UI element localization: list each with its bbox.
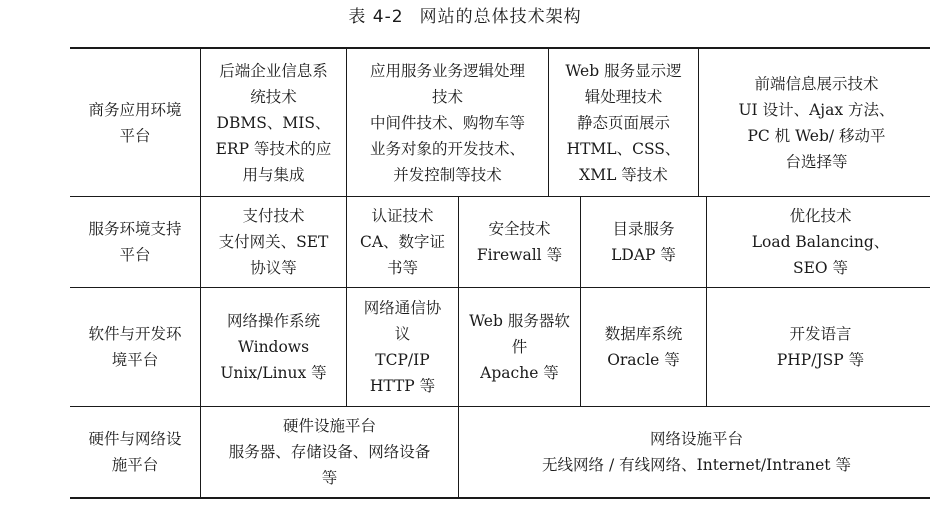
architecture-table (70, 47, 930, 499)
label-line: 软件与开发环 (88, 325, 182, 343)
cell-line: XML 等技术 (579, 165, 668, 184)
table-bottom-rule (70, 497, 930, 499)
cell-line: LDAP 等 (611, 246, 676, 264)
cell-frontend-tech (699, 49, 930, 196)
label-line: 硬件与网络设 (88, 430, 182, 448)
cell-line: 辑处理技术 (584, 87, 663, 106)
cell-backend-tech (201, 49, 346, 196)
cell-line: 网络设施平台 (649, 430, 743, 448)
table-title: 网站的总体技术架构 (419, 7, 582, 27)
table-number: 表 4-2 (348, 7, 404, 27)
cell-line: 件 (511, 338, 528, 356)
label-line: 施平台 (111, 456, 159, 474)
cell-line: 网络操作系统 (226, 312, 320, 330)
cell-optimization-tech (707, 197, 930, 287)
cell-line: 等 (321, 469, 338, 487)
cell-line: Unix/Linux 等 (220, 364, 327, 382)
label-line: 商务应用环境 (88, 100, 182, 119)
cell-line: 开发语言 (789, 325, 852, 343)
cell-line: 用与集成 (242, 165, 305, 184)
cell-line: 认证技术 (371, 207, 434, 225)
cell-line: 台选择等 (785, 152, 848, 171)
row-label-business (70, 49, 200, 196)
cell-line: 数据库系统 (604, 325, 683, 343)
cell-network-platform (459, 407, 930, 497)
cell-line: Apache 等 (480, 364, 559, 382)
cell-payment-tech (201, 197, 346, 287)
cell-line: 后端企业信息系 (219, 61, 328, 80)
cell-line: UI 设计、Ajax 方法、 (738, 100, 895, 119)
cell-security-tech (459, 197, 580, 287)
cell-line: 并发控制等技术 (393, 165, 502, 184)
cell-line: Web 服务显示逻 (565, 61, 682, 80)
table-caption (0, 2, 930, 32)
row-label-hardware (70, 407, 200, 497)
cell-line: CA、数字证 (359, 233, 446, 251)
cell-auth-tech (347, 197, 458, 287)
cell-line: 优化技术 (789, 207, 852, 225)
cell-line: 业务对象的开发技术、 (369, 139, 525, 158)
cell-line: 无线网络 / 有线网络、Internet/Intranet 等 (542, 456, 851, 474)
label-line: 平台 (119, 126, 151, 145)
cell-line: HTML、CSS、 (566, 139, 681, 158)
cell-line: 支付网关、SET (218, 233, 329, 251)
cell-line: 安全技术 (488, 220, 551, 238)
cell-line: 技术 (431, 87, 463, 106)
cell-line: SEO 等 (792, 259, 849, 277)
cell-line: 议 (394, 325, 411, 343)
row-label-software (70, 288, 200, 406)
cell-line: PC 机 Web/ 移动平 (747, 126, 886, 145)
cell-database (581, 288, 706, 406)
cell-line: DBMS、MIS、 (216, 113, 331, 132)
cell-line: 服务器、存储设备、网络设备 (228, 443, 431, 461)
cell-line: HTTP 等 (369, 377, 436, 395)
cell-line: Oracle 等 (607, 351, 680, 369)
cell-line: PHP/JSP 等 (776, 351, 865, 369)
cell-line: TCP/IP (375, 351, 430, 369)
cell-hardware-platform (201, 407, 458, 497)
cell-line: 协议等 (250, 259, 297, 277)
cell-line: ERP 等技术的应 (215, 139, 332, 158)
cell-line: 中间件技术、购物车等 (369, 113, 525, 132)
row-label-service (70, 197, 200, 287)
cell-line: Windows (237, 338, 310, 356)
cell-directory-service (581, 197, 706, 287)
cell-line: 前端信息展示技术 (754, 74, 879, 93)
cell-line: 书等 (386, 259, 418, 277)
cell-line: Web 服务器软 (469, 312, 570, 330)
cell-line: 网络通信协 (363, 299, 442, 317)
cell-line: 统技术 (250, 87, 297, 106)
cell-line: 支付技术 (242, 207, 305, 225)
cell-network-os (201, 288, 346, 406)
cell-line: 硬件设施平台 (282, 417, 376, 435)
cell-web-display-tech (549, 49, 698, 196)
cell-web-server (459, 288, 580, 406)
cell-line: Load Balancing、 (751, 233, 890, 251)
label-line: 平台 (119, 246, 151, 264)
cell-line: Firewall 等 (476, 246, 563, 264)
cell-line: 应用服务业务逻辑处理 (369, 61, 525, 80)
cell-line: 目录服务 (612, 220, 675, 238)
label-line: 境平台 (111, 351, 159, 369)
cell-dev-language (707, 288, 930, 406)
cell-app-logic-tech (347, 49, 548, 196)
cell-line: 静态页面展示 (576, 113, 670, 132)
cell-network-protocol (347, 288, 458, 406)
label-line: 服务环境支持 (88, 220, 182, 238)
